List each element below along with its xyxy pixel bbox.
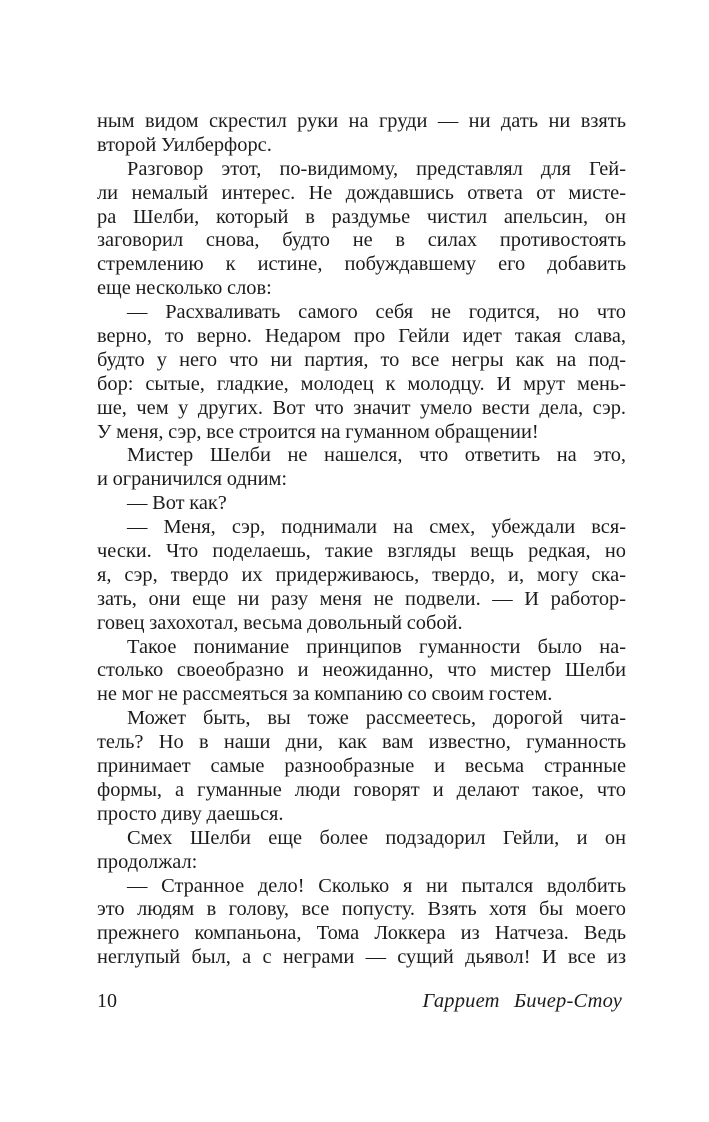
text-line: это людям в голову, все попусту. Взять хотя бы моего <box>97 898 626 921</box>
text-line: Разговор этот, по-видимому, представлял для Гей- <box>127 157 626 180</box>
text-line: и ограничился одним: <box>97 468 288 491</box>
text-line: еще несколько слов: <box>97 277 272 300</box>
text-line: ли немалый интерес. Не дождавшись ответа от мисте- <box>97 181 626 204</box>
text-line: прежнего компаньона, Тома Локкера из Натчеза. Ведь <box>97 922 626 945</box>
text-line: — Странное дело! Сколько я ни пытался вдолбить <box>127 874 626 897</box>
text-line: стремлению к истине, побуждавшему его добавить <box>97 253 626 276</box>
text-line: чески. Что поделаешь, такие взгляды вещь редкая, но <box>97 540 626 563</box>
text-line: второй Уилберфорс. <box>97 133 272 156</box>
text-line: продолжал: <box>97 850 198 873</box>
text-line: Мистер Шелби не нашелся, что ответить на это, <box>127 444 626 467</box>
page-footer <box>97 990 622 1013</box>
running-title-author: Гарриет Бичер-Стоу <box>422 990 622 1012</box>
text-line: будто у него что ни партия, то все негры как на под- <box>97 348 626 371</box>
text-line: Такое понимание принципов гуманности было на- <box>127 635 626 658</box>
text-line: Может быть, вы тоже рассмеетесь, дорогой чита- <box>127 707 626 730</box>
text-line: ным видом скрестил руки на груди — ни дать ни взять <box>97 110 626 132</box>
text-line: просто диву даешься. <box>97 802 284 825</box>
text-line: столько своеобразно и неожиданно, что мистер Шелби <box>97 659 626 682</box>
text-line: заговорил снова, будто не в силах противостоять <box>97 229 626 252</box>
text-line: неглупый был, а с неграми — сущий дьявол! И все из <box>97 946 626 969</box>
text-line: Смех Шелби еще более подзадорил Гейли, и он <box>127 826 626 849</box>
text-line: бор: сытые, гладкие, молодец к молодцу. И мрут мень- <box>97 372 626 395</box>
text-line: не мог не рассмеяться за компанию со своим гостем. <box>97 683 553 706</box>
text-line: верно, то верно. Недаром про Гейли идет такая слава, <box>97 325 626 348</box>
text-line: говец захохотал, весьма довольный собой. <box>97 611 463 634</box>
text-line: — Расхваливать самого себя не годится, но что <box>127 301 626 324</box>
body-text <box>97 110 626 970</box>
text-line: формы, а гуманные люди говорят и делают такое, что <box>97 778 626 801</box>
text-line: — Меня, сэр, поднимали на смех, убеждали вся- <box>127 516 626 539</box>
page-number: 10 <box>97 990 117 1012</box>
text-line: я, сэр, твердо их придерживаюсь, твердо, и, могу ска- <box>97 563 626 586</box>
text-line: ше, чем у других. Вот что значит умело вести дела, сэр. <box>97 396 626 419</box>
text-line: принимает самые разнообразные и весьма странные <box>97 755 626 778</box>
text-line: — Вот как? <box>127 492 227 515</box>
text-line: зать, они еще ни разу меня не подвели. — И работор- <box>97 587 626 610</box>
text-line: тель? Но в наши дни, как вам известно, гуманность <box>97 731 626 754</box>
text-line: ра Шелби, который в раздумье чистил апельсин, он <box>97 205 626 228</box>
text-line: У меня, сэр, все строится на гуманном обращении! <box>97 420 539 443</box>
